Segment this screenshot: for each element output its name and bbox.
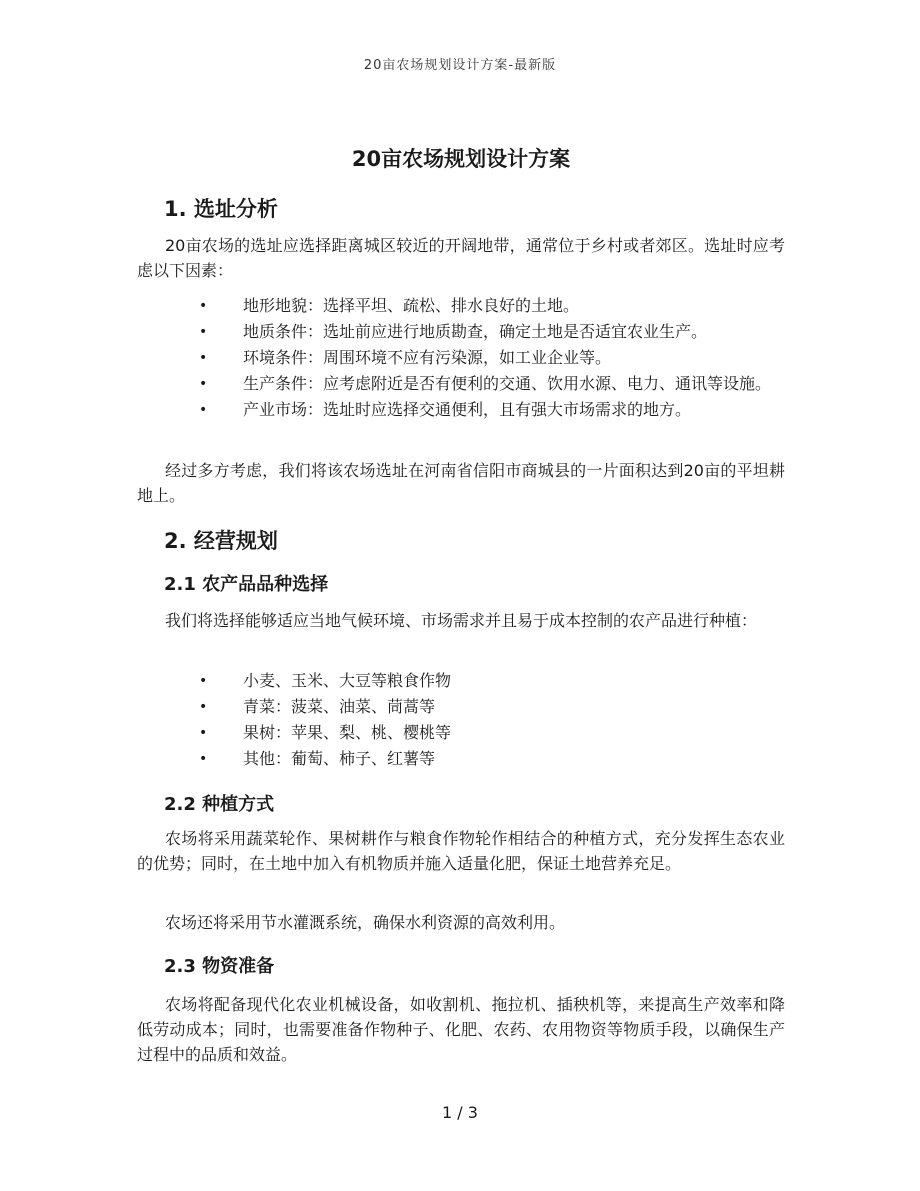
bullet-icon: • — [199, 350, 208, 366]
section-heading-1: 1. 选址分析 — [164, 197, 278, 221]
subsection-heading-2-1: 2.1 农产品品种选择 — [164, 574, 329, 595]
list-item: • 其他：葡萄、柿子、红薯等 — [137, 746, 785, 772]
list-item: • 环境条件：周围环境不应有污染源，如工业企业等。 — [137, 345, 785, 371]
list-item: • 小麦、玉米、大豆等粮食作物 — [137, 668, 785, 694]
list-item: • 地形地貌：选择平坦、疏松、排水良好的土地。 — [137, 293, 785, 319]
bullet-icon: • — [199, 751, 208, 767]
subsection-heading-2-3: 2.3 物资准备 — [164, 956, 275, 977]
subsection-2-2-para-1: 农场将采用蔬菜轮作、果树耕作与粮食作物轮作相结合的种植方式，充分发挥生态农业的优势；同时，在土地中加入有机物质并施入适量化肥，保证土地营养充足。 — [137, 829, 785, 873]
list-item: • 地质条件：选址前应进行地质勘查，确定土地是否适宜农业生产。 — [137, 319, 785, 345]
bullet-icon: • — [199, 699, 208, 715]
subsection-heading-2-2: 2.2 种植方式 — [164, 794, 275, 815]
bullet-icon: • — [199, 402, 208, 418]
page-header: 20亩农场规划设计方案-最新版 — [363, 58, 557, 73]
list-item: • 生产条件：应考虑附近是否有便利的交通、饮用水源、电力、通讯等设施。 — [137, 371, 785, 397]
list-item: • 青菜：菠菜、油菜、茼蒿等 — [137, 694, 785, 720]
list-item: • 产业市场：选址时应选择交通便利，且有强大市场需求的地方。 — [137, 397, 785, 423]
section-1-intro: 20亩农场的选址应选择距离城区较近的开阔地带，通常位于乡村或者郊区。选址时应考虑以下因素： — [137, 236, 785, 280]
subsection-2-2-para-2: 农场还将采用节水灌溉系统，确保水利资源的高效利用。 — [165, 913, 566, 932]
document-title: 20亩农场规划设计方案 — [351, 147, 571, 171]
subsection-2-1-intro: 我们将选择能够适应当地气候环境、市场需求并且易于成本控制的农产品进行种植： — [165, 611, 758, 630]
subsection-2-3-para-1: 农场将配备现代化农业机械设备，如收割机、拖拉机、插秧机等，来提高生产效率和降低劳动成本；同时，也需要准备作物种子、化肥、农药、农用物资等物质手段，以确保生产过程中的品质和效益。 — [137, 995, 785, 1064]
bullet-icon: • — [199, 725, 208, 741]
section-heading-2: 2. 经营规划 — [164, 529, 278, 553]
bullet-icon: • — [199, 324, 208, 340]
list-item: • 果树：苹果、梨、桃、樱桃等 — [137, 720, 785, 746]
site-factors-list — [137, 293, 785, 423]
page-number: 1 / 3 — [442, 1103, 478, 1122]
bullet-icon: • — [199, 673, 208, 689]
crop-list — [137, 668, 785, 772]
section-1-conclusion: 经过多方考虑，我们将该农场选址在河南省信阳市商城县的一片面积达到20亩的平坦耕地上。 — [137, 461, 785, 505]
bullet-icon: • — [199, 298, 208, 314]
bullet-icon: • — [199, 376, 208, 392]
